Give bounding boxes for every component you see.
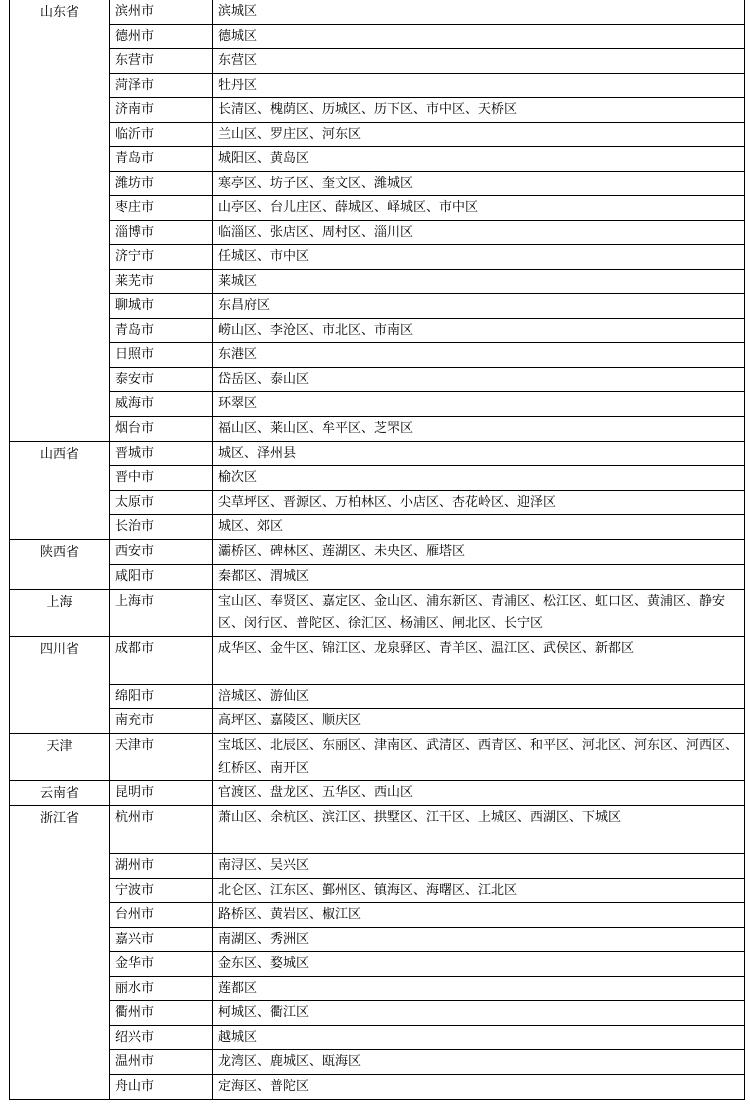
- district-list: 官渡区、盘龙区、五华区、西山区: [218, 785, 414, 800]
- province-block: [9, 0, 745, 442]
- city-name: 绍兴市: [110, 1026, 213, 1050]
- province-block: [9, 590, 745, 637]
- city-name: 潍坊市: [110, 172, 213, 196]
- district-list: 兰山区、罗庄区、河东区: [218, 126, 362, 142]
- province-block: [9, 781, 745, 806]
- table-row: [110, 879, 744, 904]
- city-name: 南充市: [110, 709, 213, 733]
- district-list: 龙湾区、鹿城区、瓯海区: [218, 1054, 362, 1069]
- city-name: 东营市: [110, 49, 213, 73]
- city-name: 青岛市: [110, 147, 213, 171]
- city-name: 湖州市: [110, 854, 213, 878]
- city-name: 德州市: [110, 25, 213, 49]
- table-row: [110, 709, 744, 733]
- table-row: [110, 196, 744, 221]
- table-row: [110, 417, 744, 441]
- region-table: [9, 0, 745, 1100]
- district-list: 定海区、普陀区: [218, 1078, 310, 1094]
- city-name: 天津市: [110, 734, 213, 780]
- district-list: 德城区: [218, 28, 258, 44]
- province-name: 山西省: [10, 442, 110, 540]
- table-row: [110, 685, 744, 710]
- province-block: [9, 442, 745, 541]
- table-row: [110, 74, 744, 99]
- district-list: 涪城区、游仙区: [218, 688, 310, 704]
- district-list: 长清区、槐荫区、历城区、历下区、市中区、天桥区: [218, 102, 518, 117]
- district-list: 宝坻区、北辰区、东丽区、津南区、武清区、西青区、和平区、河北区、河东区、河西区、红桥区、南开区: [218, 738, 739, 776]
- district-list: 越城区: [218, 1029, 258, 1045]
- district-list: 金东区、婺城区: [218, 956, 310, 971]
- province-block: [9, 734, 745, 781]
- city-name: 长治市: [110, 515, 213, 539]
- city-name: 滨州市: [110, 0, 213, 24]
- table-row: [110, 25, 744, 50]
- table-row: [110, 928, 744, 953]
- district-list: 南浔区、吴兴区: [218, 858, 310, 873]
- province-name: 上海: [10, 590, 110, 636]
- district-list: 路桥区、黄岩区、椒江区: [218, 907, 362, 922]
- table-row: [110, 49, 744, 74]
- district-list: 萧山区、余杭区、滨江区、拱墅区、江干区、上城区、西湖区、下城区: [218, 810, 622, 825]
- city-name: 成都市: [110, 637, 213, 684]
- district-list: 城区、泽州县: [218, 445, 297, 461]
- table-row: [110, 977, 744, 1002]
- city-name: 衢州市: [110, 1001, 213, 1025]
- table-row: [110, 1075, 744, 1099]
- province-name: 四川省: [10, 637, 110, 734]
- table-row: [110, 0, 744, 25]
- city-list: [110, 0, 744, 441]
- city-name: 温州市: [110, 1050, 213, 1074]
- city-name: 杭州市: [110, 806, 213, 853]
- city-name: 菏泽市: [110, 74, 213, 98]
- province-name: 云南省: [10, 781, 110, 805]
- city-name: 烟台市: [110, 417, 213, 441]
- district-list: 东港区: [218, 347, 258, 362]
- district-list: 南湖区、秀洲区: [218, 931, 310, 947]
- table-row: [110, 123, 744, 148]
- city-name: 上海市: [110, 590, 213, 636]
- table-row: [110, 903, 744, 928]
- city-name: 日照市: [110, 343, 213, 367]
- city-list: [110, 806, 744, 1099]
- city-name: 西安市: [110, 540, 213, 564]
- table-row: [110, 1026, 744, 1051]
- city-list: [110, 734, 744, 780]
- district-list: 尖草坪区、晋源区、万柏林区、小店区、杏花岭区、迎泽区: [218, 494, 557, 510]
- city-name: 台州市: [110, 903, 213, 927]
- province-block: [9, 637, 745, 735]
- table-row: [110, 806, 744, 854]
- province-name: 浙江省: [10, 806, 110, 1099]
- district-list: 东昌府区: [218, 298, 271, 313]
- table-row: [110, 781, 744, 805]
- table-row: [110, 172, 744, 197]
- city-list: [110, 637, 744, 734]
- table-row: [110, 952, 744, 977]
- district-list: 灞桥区、碑林区、莲湖区、未央区、雁塔区: [218, 544, 466, 559]
- district-list: 岱岳区、泰山区: [218, 371, 310, 387]
- district-list: 宝山区、奉贤区、嘉定区、金山区、浦东新区、青浦区、松江区、虹口区、黄浦区、静安区、闵行区、普陀区、徐汇区、杨浦区、闸北区、长宁区: [218, 593, 726, 631]
- table-row: [110, 515, 744, 539]
- city-name: 青岛市: [110, 319, 213, 343]
- city-list: [110, 540, 744, 589]
- district-list: 莱城区: [218, 273, 258, 289]
- city-name: 威海市: [110, 392, 213, 416]
- city-name: 嘉兴市: [110, 928, 213, 952]
- district-list: 秦都区、渭城区: [218, 568, 310, 584]
- table-row: [110, 319, 744, 344]
- district-list: 福山区、莱山区、牟平区、芝罘区: [218, 420, 414, 436]
- district-list: 任城区、市中区: [218, 249, 310, 264]
- table-row: [110, 734, 744, 780]
- table-row: [110, 442, 744, 467]
- province-block: [9, 540, 745, 590]
- city-name: 丽水市: [110, 977, 213, 1001]
- city-name: 晋中市: [110, 466, 213, 490]
- table-row: [110, 245, 744, 270]
- city-name: 晋城市: [110, 442, 213, 466]
- table-row: [110, 343, 744, 368]
- city-list: [110, 442, 744, 540]
- table-row: [110, 466, 744, 491]
- district-list: 东营区: [218, 53, 258, 68]
- table-row: [110, 221, 744, 246]
- city-name: 临沂市: [110, 123, 213, 147]
- city-name: 绵阳市: [110, 685, 213, 709]
- district-list: 城阳区、黄岛区: [218, 151, 310, 166]
- district-list: 山亭区、台儿庄区、薛城区、峄城区、市中区: [218, 200, 479, 215]
- district-list: 榆次区: [218, 470, 258, 485]
- province-name: 天津: [10, 734, 110, 780]
- table-row: [110, 98, 744, 123]
- district-list: 崂山区、李沧区、市北区、市南区: [218, 322, 414, 338]
- table-row: [110, 1050, 744, 1075]
- city-list: [110, 590, 744, 636]
- table-row: [110, 147, 744, 172]
- district-list: 寒亭区、坊子区、奎文区、潍城区: [218, 175, 414, 191]
- city-name: 聊城市: [110, 294, 213, 318]
- table-row: [110, 590, 744, 636]
- district-list: 高坪区、嘉陵区、顺庆区: [218, 713, 362, 728]
- city-name: 泰安市: [110, 368, 213, 392]
- table-row: [110, 637, 744, 685]
- table-row: [110, 565, 744, 589]
- table-row: [110, 491, 744, 516]
- table-row: [110, 1001, 744, 1026]
- city-name: 金华市: [110, 952, 213, 976]
- city-name: 舟山市: [110, 1075, 213, 1099]
- district-list: 莲都区: [218, 980, 258, 996]
- table-row: [110, 270, 744, 295]
- district-list: 环翠区: [218, 396, 258, 411]
- city-name: 昆明市: [110, 781, 213, 805]
- city-list: [110, 781, 744, 805]
- city-name: 济宁市: [110, 245, 213, 269]
- city-name: 宁波市: [110, 879, 213, 903]
- city-name: 咸阳市: [110, 565, 213, 589]
- table-row: [110, 854, 744, 879]
- city-name: 太原市: [110, 491, 213, 515]
- district-list: 临淄区、张店区、周村区、淄川区: [218, 224, 414, 240]
- city-name: 枣庄市: [110, 196, 213, 220]
- city-name: 济南市: [110, 98, 213, 122]
- district-list: 北仑区、江东区、鄞州区、镇海区、海曙区、江北区: [218, 882, 518, 898]
- district-list: 城区、郊区: [218, 519, 284, 534]
- province-name: 陕西省: [10, 540, 110, 589]
- province-block: [9, 806, 745, 1100]
- district-list: 成华区、金牛区、锦江区、龙泉驿区、青羊区、温江区、武侯区、新都区: [218, 640, 635, 656]
- table-row: [110, 294, 744, 319]
- district-list: 滨城区: [218, 4, 258, 19]
- city-name: 淄博市: [110, 221, 213, 245]
- district-list: 牡丹区: [218, 77, 258, 93]
- table-row: [110, 368, 744, 393]
- city-name: 莱芜市: [110, 270, 213, 294]
- province-name: 山东省: [10, 0, 110, 441]
- table-row: [110, 540, 744, 565]
- table-row: [110, 392, 744, 417]
- district-list: 柯城区、衢江区: [218, 1005, 310, 1020]
